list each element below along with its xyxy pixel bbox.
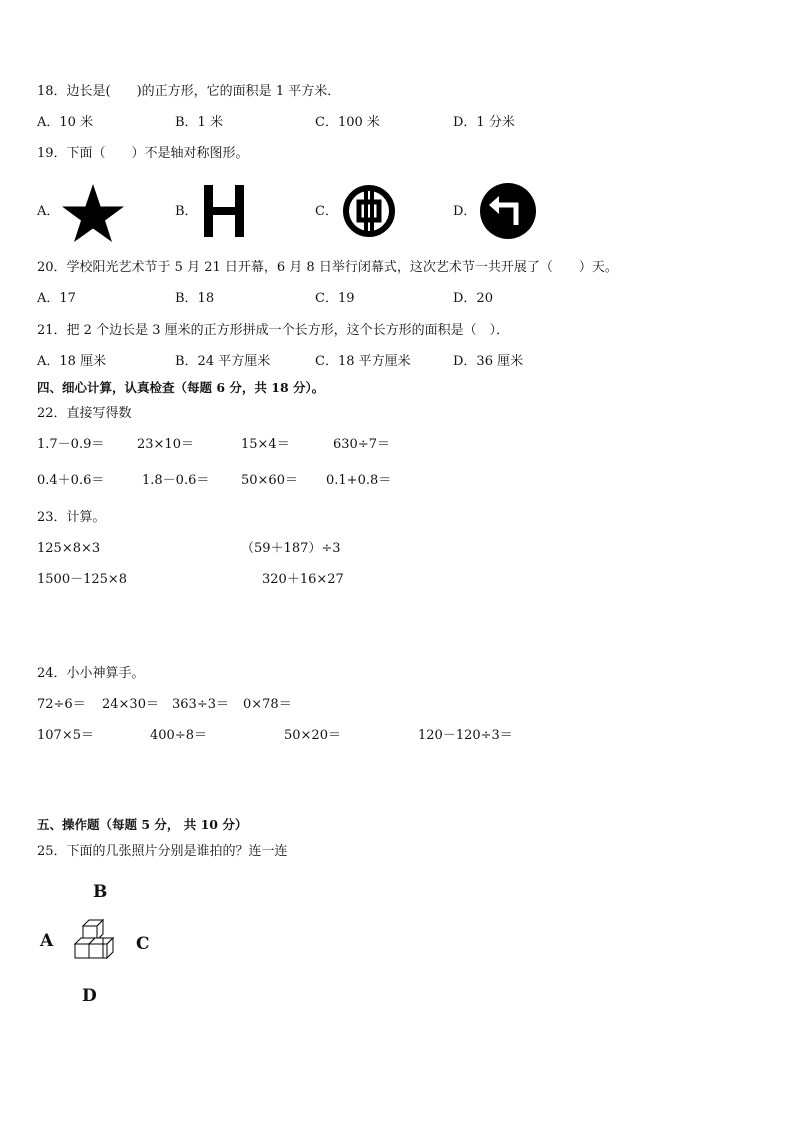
q22-item: 15×4＝ xyxy=(241,437,290,452)
q19-option-d: D． xyxy=(453,204,477,219)
q23-item: 320＋16×27 xyxy=(262,572,344,587)
q21-option-d: D．36 厘米 xyxy=(453,354,524,369)
q24-item: 24×30＝ xyxy=(102,697,159,712)
q25-stem: 25．下面的几张照片分别是谁拍的？连一连 xyxy=(37,844,288,859)
q20-option-c: C．19 xyxy=(315,291,355,306)
letter-h-icon xyxy=(201,184,247,238)
bank-logo-icon xyxy=(341,183,397,239)
q21-option-b: B．24 平方厘米 xyxy=(175,354,271,369)
star-icon xyxy=(60,182,126,242)
q20-option-b: B．18 xyxy=(175,291,215,306)
q21-option-a: A．18 厘米 xyxy=(37,354,107,369)
q21-option-c: C．18 平方厘米 xyxy=(315,354,411,369)
q24-stem: 24．小小神算手。 xyxy=(37,666,145,681)
view-label-d: D xyxy=(82,986,97,1006)
q24-item: 363÷3＝ xyxy=(172,697,229,712)
q18-option-c: C．100 米 xyxy=(315,115,380,130)
q22-item: 1.8－0.6＝ xyxy=(142,473,210,488)
q19-option-c: C． xyxy=(315,204,338,219)
q19-option-a: A． xyxy=(37,204,60,219)
q23-item: 125×8×3 xyxy=(37,541,101,556)
q24-item: 50×20＝ xyxy=(284,728,341,743)
q23-stem: 23．计算。 xyxy=(37,510,106,525)
q20-stem: 20．学校阳光艺术节于 5 月 21 日开幕，6 月 8 日举行闭幕式，这次艺术节一共开展了（ ）天。 xyxy=(37,260,618,275)
view-label-b: B xyxy=(93,882,108,902)
q18-stem: 18．边长是( )的正方形，它的面积是 1 平方米． xyxy=(37,84,341,99)
q22-item: 1.7－0.9＝ xyxy=(37,437,105,452)
cube-stack-icon xyxy=(70,914,122,972)
q22-item: 23×10＝ xyxy=(137,437,194,452)
view-label-a: A xyxy=(40,931,54,951)
q24-item: 0×78＝ xyxy=(243,697,292,712)
q23-item: （59＋187）÷3 xyxy=(241,541,341,556)
q23-item: 1500－125×8 xyxy=(37,572,128,587)
q20-option-a: A．17 xyxy=(37,291,76,306)
q22-item: 50×60＝ xyxy=(241,473,298,488)
q20-option-d: D．20 xyxy=(453,291,493,306)
q18-option-b: B．1 米 xyxy=(175,115,223,130)
section5-title: 五、操作题（每题 5 分， 共 10 分） xyxy=(37,817,248,832)
q24-item: 120－120÷3＝ xyxy=(418,728,513,743)
section4-title: 四、细心计算，认真检查（每题 6 分，共 18 分）。 xyxy=(37,380,325,395)
view-label-c: C xyxy=(136,934,150,954)
q24-item: 400÷8＝ xyxy=(150,728,207,743)
q22-item: 630÷7＝ xyxy=(333,437,390,452)
turn-left-sign-icon xyxy=(478,181,538,241)
q22-item: 0.1+0.8＝ xyxy=(326,473,392,488)
q22-stem: 22．直接写得数 xyxy=(37,406,132,421)
q19-stem: 19．下面（ ）不是轴对称图形。 xyxy=(37,146,249,161)
q18-option-d: D．1 分米 xyxy=(453,115,515,130)
q22-item: 0.4＋0.6＝ xyxy=(37,473,105,488)
q24-item: 72÷6＝ xyxy=(37,697,86,712)
q21-stem: 21．把 2 个边长是 3 厘米的正方形拼成一个长方形，这个长方形的面积是（ ）． xyxy=(37,323,510,338)
q18-option-a: A．10 米 xyxy=(37,115,94,130)
q24-item: 107×5＝ xyxy=(37,728,94,743)
q19-option-b: B． xyxy=(175,204,198,219)
